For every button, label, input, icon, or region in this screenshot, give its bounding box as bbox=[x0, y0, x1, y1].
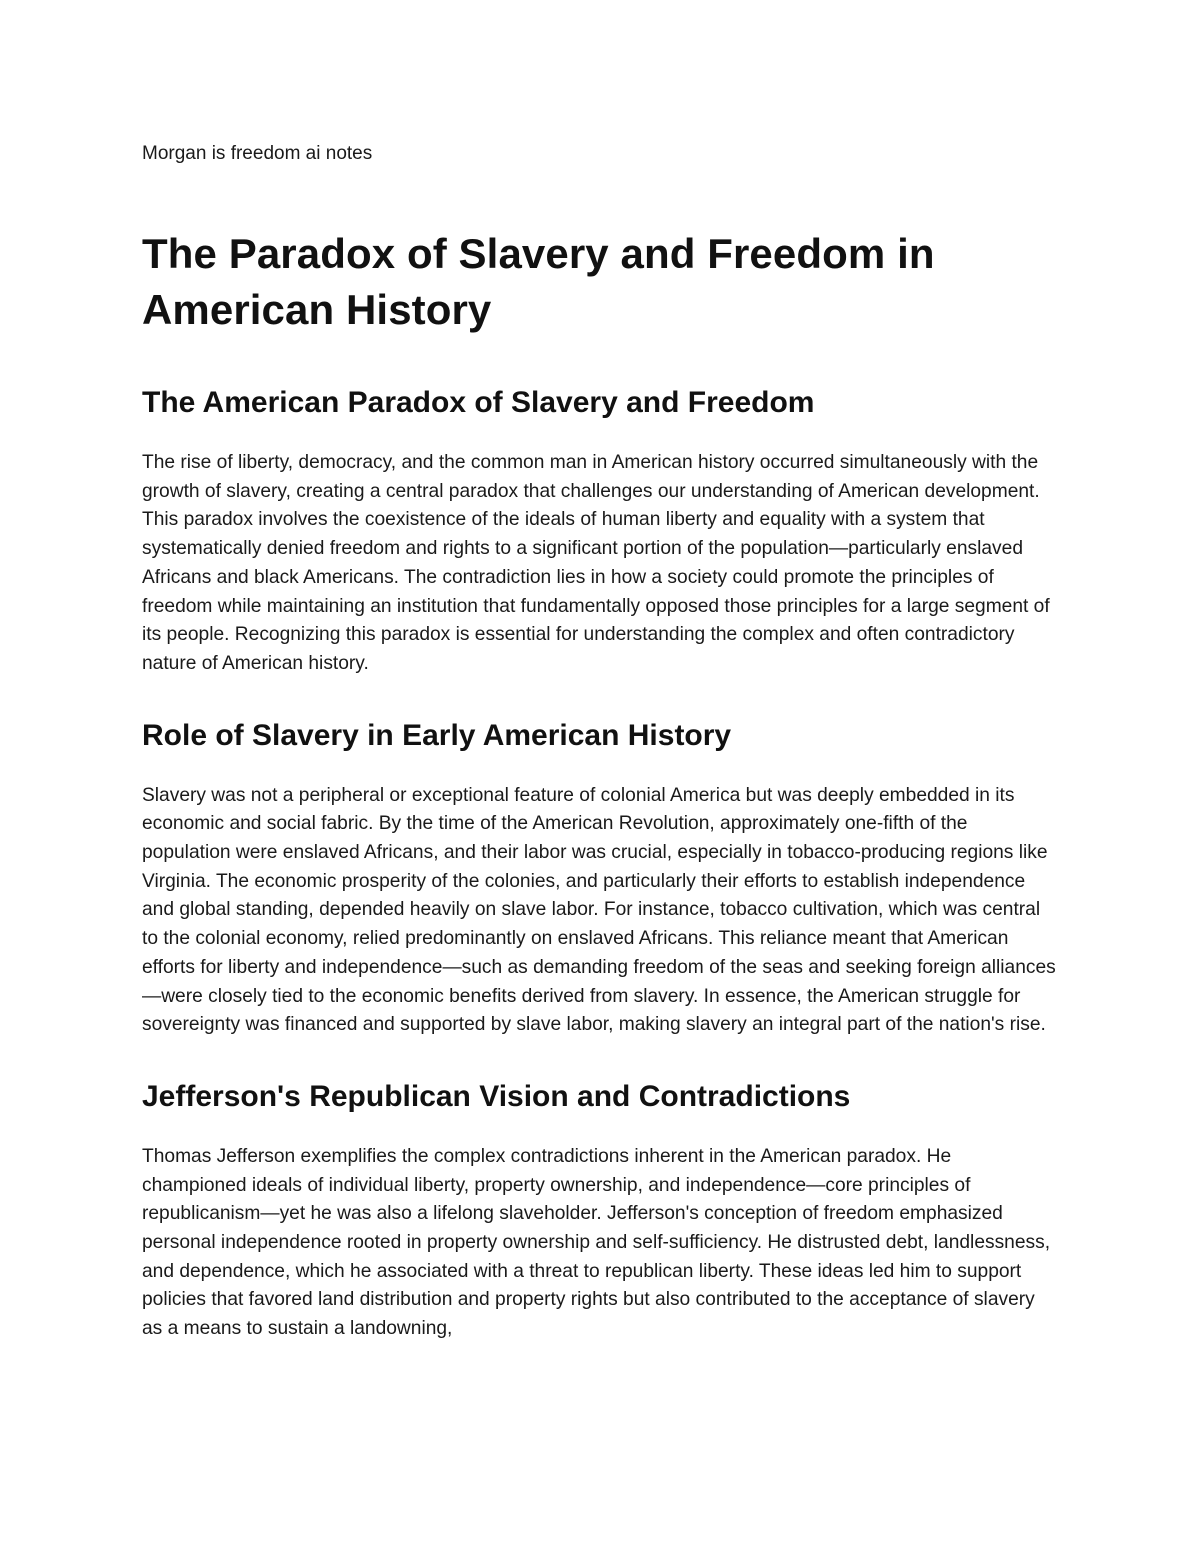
section-heading: The American Paradox of Slavery and Freedom bbox=[142, 386, 815, 419]
document-page bbox=[142, 140, 1057, 1344]
section-jefferson-vision bbox=[142, 1077, 1057, 1344]
section-american-paradox bbox=[142, 383, 1057, 679]
document-title: The Paradox of Slavery and Freedom in American History bbox=[142, 230, 935, 333]
section-heading: Role of Slavery in Early American History bbox=[142, 718, 732, 752]
section-paragraph: The rise of liberty, democracy, and the common man in American history occurred simultaneously with the growth of slavery, creating a central paradox that challenges our understanding of American development. This paradox involves the coexistence of the ideals of human liberty and equality with a system that systematically denied freedom and rights to a significant portion of the population—particularly enslaved Africans and black Americans. The contradiction lies in how a society could promote the principles of freedom while maintaining an institution that fundamentally opposed those principles for a large segment of its people. Recognizing this paradox is essential for understanding the complex and often contradictory nature of American history. bbox=[142, 452, 1050, 674]
section-paragraph: Thomas Jefferson exemplifies the complex contradictions inherent in the American paradox. He championed ideals of individual liberty, property ownership, and independence—core principles of republicanism—yet he was also a lifelong slaveholder. Jefferson's conception of freedom emphasized personal independence rooted in property ownership and self-sufficiency. He distrusted debt, landlessness, and dependence, which he associated with a threat to republican liberty. These ideas led him to support policies that favored land distribution and property rights but also contributed to the acceptance of slavery as a means to sustain a landowning, bbox=[142, 1145, 1051, 1340]
section-paragraph: Slavery was not a peripheral or exceptional feature of colonial America but was deeply embedded in its economic and social fabric. By the time of the American Revolution, approximately one-fifth of the population were enslaved Africans, and their labor was crucial, especially in tobacco-producing regions like Virginia. The economic prosperity of the colonies, and particularly their efforts to establish independence and global standing, depended heavily on slave labor. For instance, tobacco cultivation, which was central to the colonial economy, relied predominantly on enslaved Africans. This reliance meant that American efforts for liberty and independence—such as demanding freedom of the seas and seeking foreign alliances—were closely tied to the economic benefits derived from slavery. In essence, the American struggle for sovereignty was financed and supported by slave labor, making slavery an integral part of the nation's rise. bbox=[142, 784, 1056, 1036]
section-role-of-slavery bbox=[142, 716, 1057, 1040]
notes-line: Morgan is freedom ai notes bbox=[142, 143, 373, 164]
section-heading: Jefferson's Republican Vision and Contradictions bbox=[142, 1079, 851, 1113]
